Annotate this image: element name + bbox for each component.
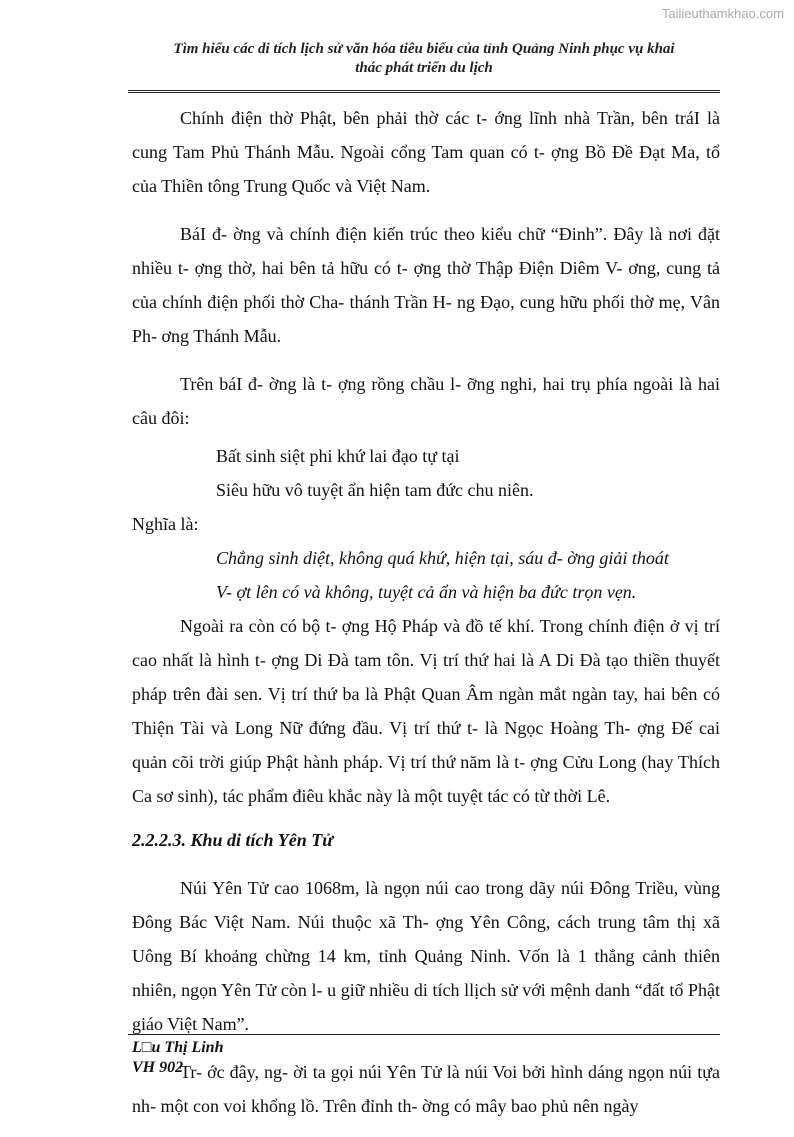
paragraph-1: Chính điện thờ Phật, bên phải thờ các t- ớng lĩnh nhà Trần, bên tráI là cung Tam Phủ Thánh Mẫu. Ngoài cổng Tam quan có t- ợng Bồ Đề Đạt Ma, tổ của Thiền tông Trung Quốc và Việt Nam. <box>132 108 720 196</box>
header-line-1: Tìm hiểu các di tích lịch sử văn hóa tiêu biểu của tỉnh Quảng Ninh phục vụ khai <box>173 41 675 57</box>
header-divider <box>128 90 720 93</box>
paragraph-2: BáI đ- ờng và chính điện kiến trúc theo kiểu chữ “Đinh”. Đây là nơi đặt nhiều t- ợng thờ, hai bên tả hữu có t- ợng thờ Thập Điện Diêm V- ơng, cung tả của chính điện phối thờ Cha- thánh Trần H- ng Đạo, cung hữu phối thờ mẹ, Vân Ph- ơng Thánh Mẫu. <box>132 224 720 346</box>
footer-divider <box>128 1034 720 1035</box>
header-line-2: thác phát triển du lịch <box>355 60 493 76</box>
page-body <box>132 101 720 1137</box>
paragraph-3: Trên báI đ- ờng là t- ợng rồng chầu l- ỡng nghi, hai trụ phía ngoài là hai câu đôi: <box>132 374 720 428</box>
watermark-text: Tailieuthamkhao.com <box>661 6 784 21</box>
verse-line-1: Bất sinh siệt phi khứ lai đạo tự tại <box>216 446 460 466</box>
verse-translation-1: Chẳng sinh diệt, không quá khứ, hiện tại, sáu đ- ờng giải thoát <box>216 548 669 568</box>
paragraph-4: Ngoài ra còn có bộ t- ợng Hộ Pháp và đồ tế khí. Trong chính điện ở vị trí cao nhất là hình t- ợng Di Đà tam tôn. Vị trí thứ hai là A Di Đà tạo thiền thuyết pháp trên đài sen. Vị trí thứ ba là Phật Quan Âm ngàn mắt ngàn tay, hai bên có Thiện Tài và Long Nữ đứng đầu. Vị trí thứ t- là Ngọc Hoàng Th- ợng Đế cai quản cõi trời giúp Phật hành pháp. Vị trí thứ năm là t- ợng Cửu Long (hay Thích Ca sơ sinh), tác phẩm điêu khắc này là một tuyệt tác có từ thời Lê. <box>132 616 720 806</box>
section-heading: 2.2.2.3. Khu di tích Yên Tử <box>132 830 333 850</box>
footer-class-code: VH 902 <box>132 1059 184 1076</box>
meaning-label: Nghĩa là: <box>132 514 199 534</box>
footer-author: L□u Thị Linh <box>132 1039 224 1056</box>
page-footer <box>132 1038 223 1078</box>
paragraph-6: Tr- ớc đây, ng- ời ta gọi núi Yên Tử là núi Voi bởi hình dáng ngọn núi tựa nh- một con voi khổng lồ. Trên đỉnh th- ờng có mây bao phủ nên ngày <box>132 1062 720 1116</box>
verse-translation-2: V- ợt lên có và không, tuyệt cả ẩn và hiện ba đức trọn vẹn. <box>216 582 637 602</box>
paragraph-5: Núi Yên Tử cao 1068m, là ngọn núi cao trong dãy núi Đông Triều, vùng Đông Bác Việt Nam. Núi thuộc xã Th- ợng Yên Công, cách trung tâm thị xã Uông Bí khoảng chừng 14 km, tỉnh Quảng Ninh. Vốn là 1 thắng cảnh thiên nhiên, ngọn Yên Tử còn l- u giữ nhiều di tích llịch sử với mệnh danh “đất tổ Phật giáo Việt Nam”. <box>132 878 720 1034</box>
page-header <box>128 40 720 78</box>
verse-line-2: Siêu hữu vô tuyệt ẩn hiện tam đức chu niên. <box>216 480 534 500</box>
